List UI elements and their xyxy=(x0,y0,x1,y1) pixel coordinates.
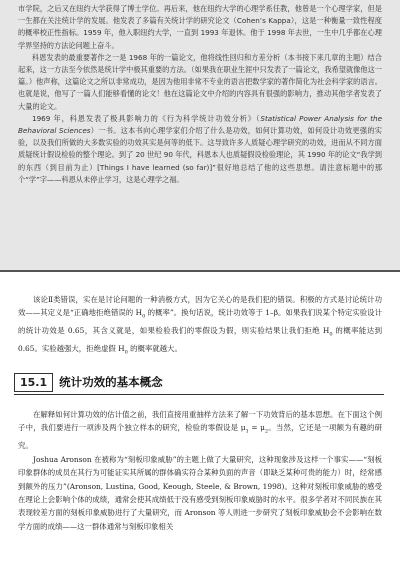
section-number: 15.1 xyxy=(14,373,53,392)
power-paragraph xyxy=(18,293,382,360)
box-paragraph-3-text-cont: ）一书。这本书向心理学家们介绍了什么是功效，如何计算功效，如何设计功效更强的实验，以及我们所做的大多数实验的功效其实是何等的低下。这导致许多人质疑心理学研究的功效，进而从不同方面质疑统计假设检验的整个理论。到了 20 世纪 90 年代，科恩本人也质疑假设检验理论，其 1990 年的论文“我学到的东西（到目前为止）[Things I have learned (so far)]”很好地总结了他的这些思想。请注意标题中的那个“学”字——科恩从未停止学习，这是心理学之福。 xyxy=(18,126,382,184)
body-section-text xyxy=(18,408,382,533)
box-paragraph-3-text: 1969 年，科恩发表了极具影响力的《行为科学统计功效分析》（ xyxy=(32,113,261,123)
section-title: 统计功效的基本概念 xyxy=(59,375,163,389)
intro-text-1: 在解释如何计算功效的估计值之前，我们直接用重抽样方法来了解一下功效背后的基本思想。在下面这个例子中，我们要进行一项涉及两个独立样本的研究，检验的零假设是 μ xyxy=(18,410,382,433)
biography-box xyxy=(0,0,400,272)
subscript: 1 xyxy=(245,428,249,435)
subscript: 2 xyxy=(264,428,269,435)
power-text-3: 的概率能达到 0.65。实验越强大，拒绝虚假 H xyxy=(18,326,382,354)
intro-text-3: 。当然，它还是一项额为有趣的研究。 xyxy=(18,423,382,451)
power-text-4: 的概率就越大。 xyxy=(127,344,182,354)
book-title: Statistical Power Analysis for the Behavioral Sciences xyxy=(18,113,382,136)
subscript: 0 xyxy=(329,331,333,338)
intro-text-2: = μ xyxy=(248,423,265,433)
section-heading xyxy=(14,370,384,395)
subscript: 0 xyxy=(142,313,146,320)
box-paragraph-3 xyxy=(18,113,382,186)
power-text-2: 的概率”。换句话说，统计功效等于 1–β。如果我们说某个特定实验设计的统计功效是 0.65，其含义就是，如果检验我们的零假设为假，则实验结果让我们拒绝 H xyxy=(18,308,383,336)
body-paragraph-power xyxy=(18,293,382,360)
intro-paragraph xyxy=(18,408,382,453)
power-text-1: 该论Ⅱ类错误，实在是讨论问题的一种消极方式，因为它关心的是我们犯的错误。积极的方式是讨论统计功效——其定义是“正确地拒绝错误的 H xyxy=(18,295,382,318)
subscript: 0 xyxy=(124,349,128,356)
box-paragraph-2: 科恩发表的最重要著作之一是 1968 年的一篇论文，他将线性回归和方差分析（本书接下来几章的主题）结合起来，这一方法至今依然是统计学中极其重要的方法。（如果我在职业生涯中只发表了一篇论文，我希望就像他这一篇。）他声称，这篇论文之所以非常成功，是因为他用非常不专业的语言把数学家的著作简化为社会科学家的语言。也就是说，他写了一篇人们能够看懂的论文！他在这篇论文中介绍的内容具有很强的影响力，推动其他学者发表了大量的论文。 xyxy=(18,52,382,111)
aronson-paragraph: Joshua Aronson 在被称为“刻板印象威胁”的主题上做了大量研究，这种现象涉及这样一个事实——“刻板印象群体的成员在其行为可能证实其所属的群体确实符合某种负面的声音（即缺乏某种可贵的能力）时，经常感到额外的压力”(Aronson, Lustina, Good, Keough, Steele, & Brown, 1998)。这种对刻板印象威胁的感受在理论上会影响个体的成绩，通常会使其成绩低于没有感受到刻板印象威胁时的水平。很多学者对不同民族在其表现较差方面的刻板印象威胁进行了大量研究，而 Aronson 等人则进一步研究了刻板印象威胁会不会影响在数学方面的成绩——这一群体通常与刻板印象相关 xyxy=(18,454,382,531)
box-paragraph-1: 市学院，之后又在纽约大学获得了博士学位。再后来，他在纽约大学的心理学系任教，他曾是一个心理学家，但是一生都在关注统计学的发展。他发表了多篇有关统计学的研究论文（Cohen’s Kappa），这是一种衡量一致性程度的概率校正性指标。1959 年，他入职纽约大学，一直到 1993 年退休。他于 1998 年去世，一生中几乎都在心理学界坚持的方法论问题上奋斗。 xyxy=(18,4,382,50)
